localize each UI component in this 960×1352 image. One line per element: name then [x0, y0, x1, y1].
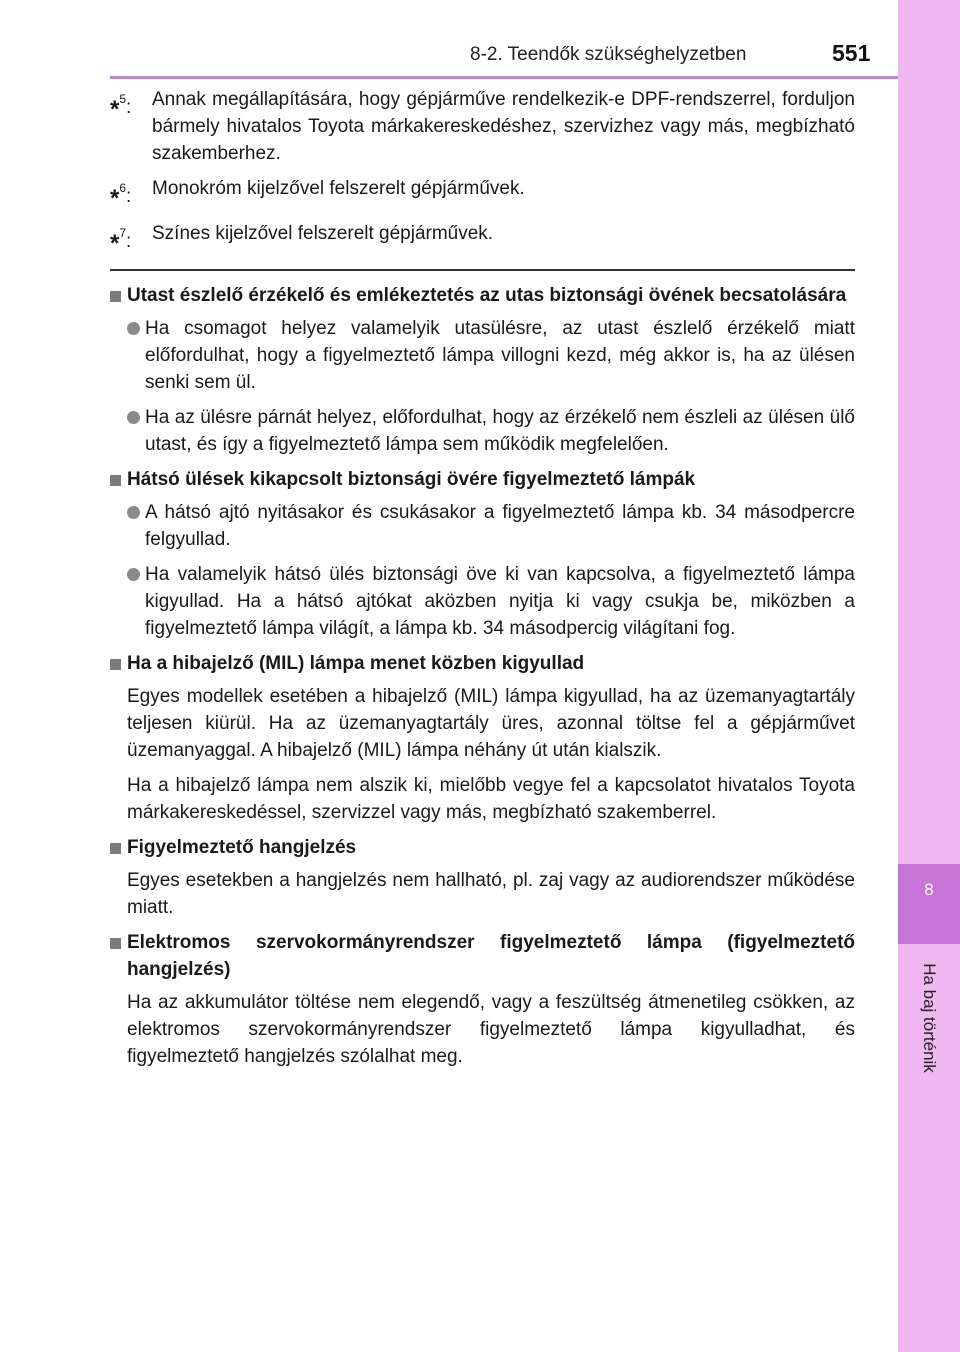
footnote-text: Monokróm kijelzővel felszerelt gépjárművek. [152, 178, 525, 199]
square-bullet-icon [110, 466, 127, 493]
square-bullet-icon [110, 650, 127, 677]
footnote-marker: *$^6$: [110, 181, 132, 212]
section-heading [110, 929, 855, 983]
square-bullet-icon [110, 929, 127, 983]
square-bullet-icon [110, 834, 127, 861]
section-heading-text: Figyelmeztető hangjelzés [127, 836, 357, 858]
paragraph: Egyes esetekben a hangjelzés nem hallható, pl. zaj vagy az audiorendszer működése miatt. [127, 869, 855, 918]
page-content [110, 86, 855, 1078]
footnote-marker: *$^7$: [110, 226, 132, 257]
circle-bullet-icon [127, 561, 145, 642]
list-item [127, 561, 855, 642]
chapter-tab[interactable] [898, 864, 960, 944]
footnote-text: Színes kijelzővel felszerelt gépjárművek. [152, 223, 494, 244]
paragraph: Ha az akkumulátor töltése nem elegendő, vagy a feszültség átmenetileg csökken, az elektromos szervokormányrendszer figyelmeztető lámpa kigyulladhat, és figyelmeztető hangjelzés szólalhat meg. [127, 991, 855, 1067]
list-item [127, 404, 855, 458]
section-mil-lamp [110, 650, 855, 826]
list-item-text: Ha valamelyik hátsó ülés biztonsági öve ki van kapcsolva, a figyelmeztető lámpa kigyullad. Ha a hátsó ajtókat aközben nyitja ki vagy csukja be, miközben a figyelmeztető lámpa világít, a lámpa kb. 34 másodpercig világítani fog. [145, 563, 855, 639]
section-heading [110, 282, 855, 309]
circle-bullet-icon [127, 499, 145, 553]
circle-bullet-icon [127, 315, 145, 396]
section-heading [110, 650, 855, 677]
chapter-number: 8 [924, 880, 934, 899]
chapter-title: Ha baj történik [920, 963, 939, 1073]
footnote-marker: *$^5$: [110, 92, 132, 123]
section-title: 8-2. Teendők szükséghelyzetben [470, 44, 747, 65]
section-heading-text: Elektromos szervokormányrendszer figyelmeztető lámpa (figyelmeztető hangjelzés) [127, 931, 855, 980]
footnote [110, 175, 855, 212]
paragraph: Egyes modellek esetében a hibajelző (MIL) lámpa kigyullad, ha az üzemanyagtartály teljesen kiürül. Ha az üzemanyagtartály üres, azonnal töltse fel a gépjárművet üzemanyaggal. A hibajelző (MIL) lámpa néhány út után kialszik. [127, 685, 855, 761]
list-item-text: A hátsó ajtó nyitásakor és csukásakor a figyelmeztető lámpa kb. 34 másodpercre felgyullad. [145, 501, 855, 550]
footnote-text: Annak megállapítására, hogy gépjárműve rendelkezik-e DPF-rendszerrel, forduljon bármely hivatalos Toyota márkakereskedéshez, szervizhez vagy más, megbízható szakemberhez. [152, 89, 855, 164]
footnote [110, 86, 855, 167]
section-heading-text: Hátsó ülések kikapcsolt biztonsági övére figyelmeztető lámpák [127, 468, 696, 490]
section-heading [110, 466, 855, 493]
square-bullet-icon [110, 282, 127, 309]
page-number: 551 [832, 40, 871, 66]
header-rule [110, 76, 898, 79]
section-heading-text: Utast észlelő érzékelő és emlékeztetés az utas biztonsági övének becsatolására [127, 284, 847, 306]
section-heading-text: Ha a hibajelző (MIL) lámpa menet közben kigyullad [127, 652, 585, 674]
list-item [127, 315, 855, 396]
section-warning-buzzer [110, 834, 855, 921]
section-eps-warning [110, 929, 855, 1070]
list-item [127, 499, 855, 553]
chapter-side-strip [898, 0, 960, 1352]
paragraph: Ha a hibajelző lámpa nem alszik ki, mielőbb vegye fel a kapcsolatot hivatalos Toyota márkakereskedéssel, szervizzel vagy más, megbízható szakemberrel. [127, 774, 855, 823]
footnote-divider [110, 269, 855, 271]
list-item-text: Ha az ülésre párnát helyez, előfordulhat, hogy az érzékelő nem észleli az ülésen ülő utast, és így a figyelmeztető lámpa sem működik megfelelően. [145, 406, 855, 455]
section-rear-seatbelt [110, 466, 855, 642]
section-passenger-sensor [110, 282, 855, 458]
circle-bullet-icon [127, 404, 145, 458]
list-item-text: Ha csomagot helyez valamelyik utasülésre, az utast észlelő érzékelő miatt előfordulhat, hogy a figyelmeztető lámpa villogni kezd, még akkor is, ha az ülésen senki sem ül. [145, 317, 855, 393]
section-heading [110, 834, 855, 861]
footnote [110, 220, 855, 257]
